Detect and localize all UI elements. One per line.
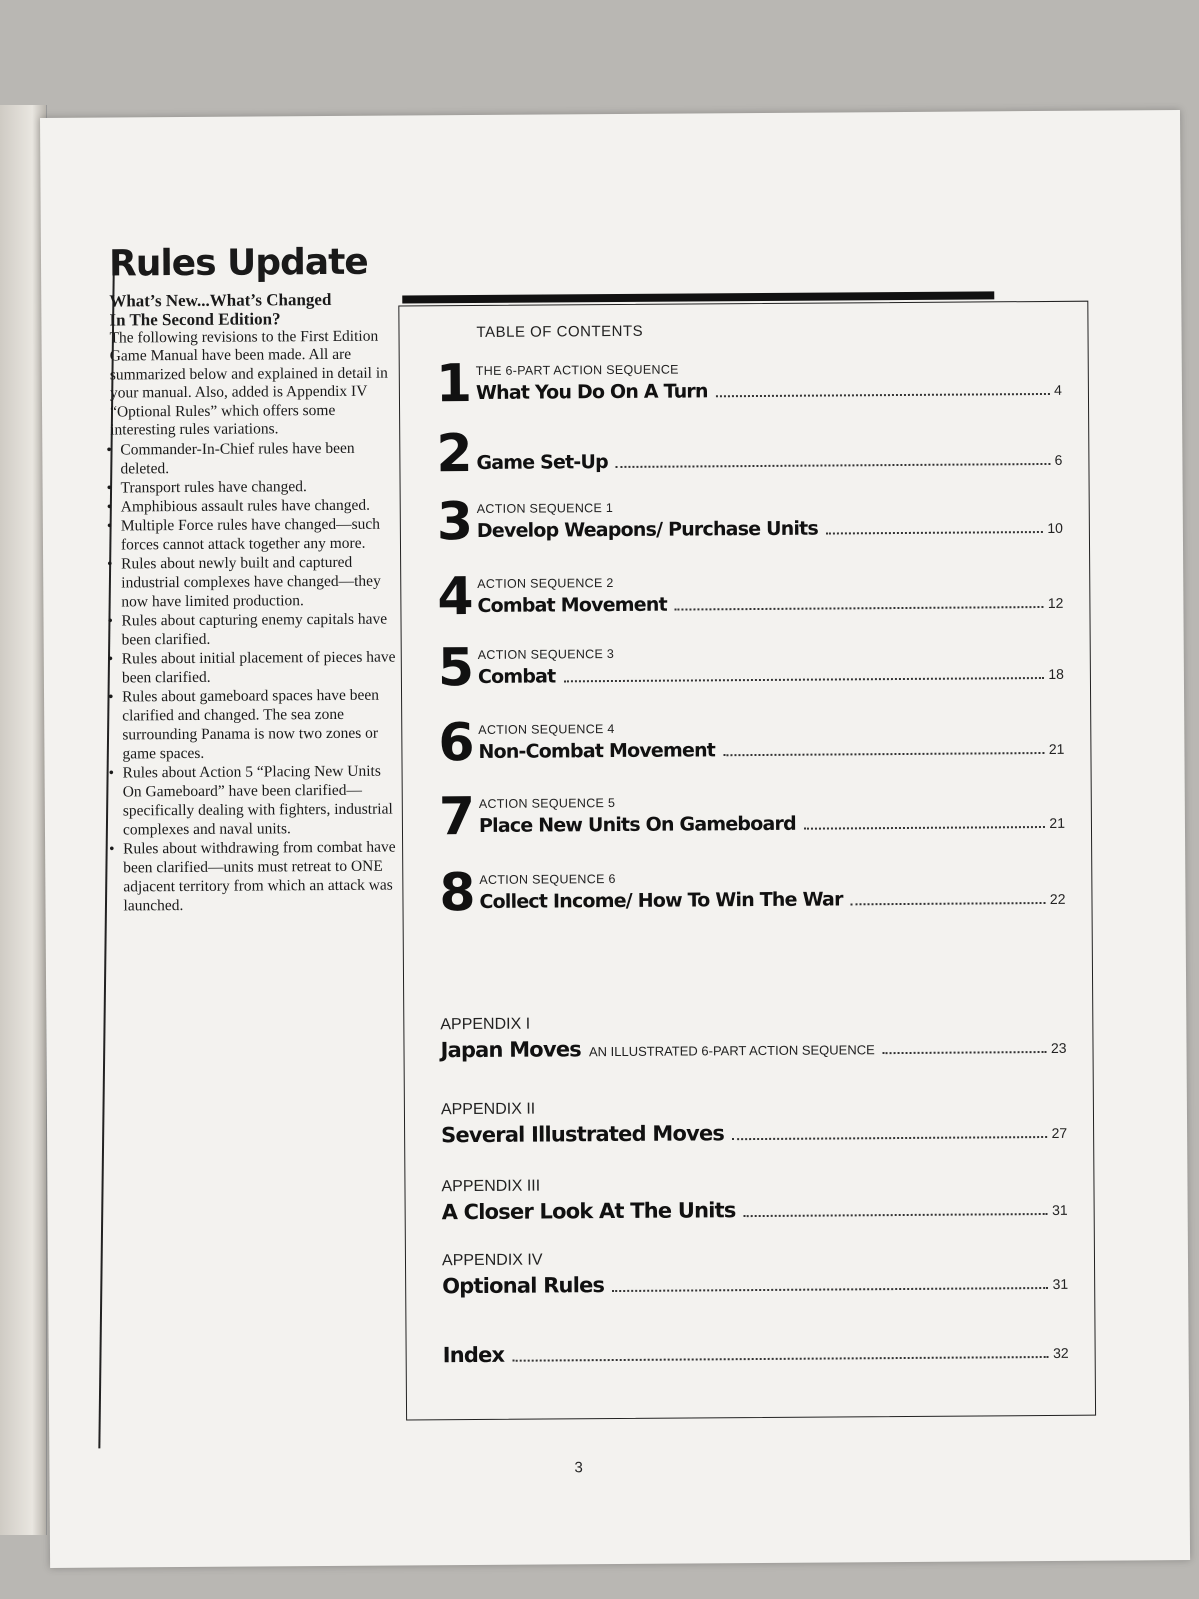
- change-item: [109, 837, 404, 915]
- toc-appendix-2[interactable]: [441, 1097, 1067, 1161]
- section-title: Game Set-Up: [476, 451, 608, 474]
- section-subtitle: ACTION SEQUENCE 6: [479, 871, 616, 887]
- leader-dots: [563, 677, 1044, 682]
- toc-section-7[interactable]: [439, 787, 1065, 853]
- section-row: [479, 887, 1065, 913]
- bullet-icon: •: [107, 688, 114, 706]
- leader-dots: [744, 1213, 1049, 1217]
- section-page: 21: [1049, 814, 1066, 831]
- change-text: Transport rules have changed.: [120, 477, 307, 497]
- rules-update-column: [106, 241, 404, 915]
- change-text: Amphibious assault rules have changed.: [120, 496, 371, 516]
- section-row: [477, 591, 1063, 617]
- bullet-icon: •: [107, 612, 114, 630]
- bullet-icon: •: [108, 764, 115, 782]
- section-title: Combat Movement: [477, 593, 667, 617]
- section-number: 6: [438, 712, 475, 774]
- toc-appendix-4[interactable]: [442, 1248, 1068, 1312]
- section-row: [478, 737, 1064, 763]
- section-row: [476, 378, 1062, 404]
- bullet-icon: •: [107, 650, 114, 668]
- appendix-label: APPENDIX I: [440, 1015, 531, 1034]
- appendix-row: [442, 1196, 1068, 1224]
- change-item: [106, 476, 401, 497]
- table-of-contents: [398, 301, 1096, 1421]
- section-number: 8: [439, 862, 476, 924]
- change-text: Rules about gameboard spaces have been clarified and changed. The sea zone surrounding Panama is now two zones or game spaces.: [121, 686, 380, 763]
- section-number: 3: [436, 491, 474, 553]
- changes-list: [106, 438, 403, 915]
- bullet-icon: •: [107, 555, 113, 573]
- appendix-label: APPENDIX III: [441, 1177, 541, 1196]
- section-number: 5: [437, 637, 475, 699]
- toc-section-5[interactable]: [438, 638, 1064, 704]
- change-text: Multiple Force rules have changed—such forces cannot attack together any more.: [120, 515, 381, 554]
- section-subtitle: ACTION SEQUENCE 5: [478, 796, 616, 811]
- section-title: Place New Units On Gameboard: [478, 812, 796, 837]
- section-page: 10: [1047, 519, 1063, 536]
- section-row: [476, 448, 1062, 474]
- change-text: Rules about Action 5 “Placing New Units On Gameboard” have been clarified—specifically dealing with fighters, industrial complexes and naval units.: [122, 762, 393, 839]
- appendix-row: [443, 1339, 1069, 1367]
- section-page: 21: [1048, 740, 1065, 757]
- section-row: [478, 662, 1064, 688]
- appendix-title: Several Illustrated Moves: [441, 1121, 725, 1148]
- appendix-page: 23: [1050, 1039, 1067, 1056]
- appendix-title: A Closer Look At The Units: [441, 1198, 736, 1225]
- toc-section-2[interactable]: [436, 424, 1062, 490]
- appendix-row: [441, 1119, 1067, 1147]
- appendix-row: [442, 1270, 1068, 1298]
- change-item: [107, 647, 402, 687]
- leader-dots: [804, 826, 1046, 830]
- leader-dots: [723, 752, 1045, 756]
- bullet-icon: •: [109, 840, 115, 858]
- leader-dots: [716, 393, 1050, 397]
- leader-dots: [826, 531, 1043, 535]
- leader-dots: [732, 1136, 1047, 1140]
- appendix-label: APPENDIX II: [440, 1100, 536, 1119]
- section-subtitle: ACTION SEQUENCE 3: [477, 647, 615, 662]
- appendix-label: APPENDIX IV: [441, 1251, 543, 1270]
- change-text: Commander-In-Chief rules have been deleted.: [120, 439, 355, 478]
- toc-title: TABLE OF CONTENTS: [476, 322, 644, 341]
- change-item: [107, 685, 403, 763]
- previous-page-edge: [0, 105, 47, 1535]
- section-title: Non-Combat Movement: [478, 739, 716, 763]
- toc-section-8[interactable]: [439, 863, 1065, 929]
- leader-dots: [612, 1287, 1048, 1292]
- change-text: Rules about capturing enemy capitals have been clarified.: [121, 610, 388, 649]
- appendix-title: Japan Moves: [440, 1037, 582, 1063]
- section-title: What You Do On A Turn: [475, 380, 708, 404]
- section-row: [479, 811, 1065, 837]
- bullet-icon: •: [106, 517, 113, 535]
- leader-dots: [616, 463, 1051, 468]
- section-number: 7: [438, 786, 476, 848]
- leader-dots: [851, 902, 1046, 905]
- appendix-note: AN ILLUSTRATED 6-PART ACTION SEQUENCE: [588, 1042, 875, 1060]
- change-item: [107, 552, 401, 611]
- bullet-icon: •: [106, 441, 112, 459]
- change-item: [108, 761, 404, 839]
- section-title: Collect Income/ How To Win The War: [479, 888, 843, 913]
- subtitle-line-1: What’s New...What’s Changed: [109, 289, 332, 311]
- rules-update-title: Rules Update: [108, 241, 368, 285]
- section-number: 2: [436, 423, 473, 485]
- leader-dots: [883, 1051, 1047, 1054]
- appendix-page: 32: [1053, 1344, 1069, 1361]
- change-item: [106, 495, 401, 516]
- section-page: 6: [1054, 451, 1063, 468]
- subtitle-line-2: In The Second Edition?: [109, 309, 281, 330]
- appendix-row: [440, 1034, 1066, 1062]
- change-text: Rules about initial placement of pieces have been clarified.: [121, 648, 396, 687]
- section-subtitle: ACTION SEQUENCE 2: [477, 576, 614, 591]
- manual-page: [40, 110, 1190, 1568]
- section-title: Develop Weapons/ Purchase Units: [476, 517, 819, 542]
- toc-appendix-5[interactable]: [442, 1317, 1068, 1381]
- leader-dots: [675, 606, 1044, 611]
- change-item: [106, 438, 400, 478]
- section-row: [477, 516, 1063, 542]
- leader-dots: [512, 1356, 1049, 1362]
- toc-appendix-3[interactable]: [441, 1174, 1067, 1238]
- section-page: 22: [1049, 890, 1066, 907]
- appendix-page: 27: [1051, 1124, 1068, 1141]
- section-number: 4: [437, 566, 474, 628]
- section-subtitle: ACTION SEQUENCE 1: [476, 501, 614, 516]
- toc-section-3[interactable]: [437, 492, 1063, 558]
- section-page: 18: [1048, 665, 1064, 682]
- toc-appendix-1[interactable]: [440, 1012, 1066, 1076]
- toc-section-1[interactable]: [436, 354, 1062, 420]
- bullet-icon: •: [106, 479, 113, 497]
- appendix-page: 31: [1052, 1201, 1068, 1218]
- section-page: 4: [1054, 381, 1062, 398]
- section-page: 12: [1047, 594, 1064, 611]
- rules-update-intro: The following revisions to the First Edition Game Manual have been made. All are summarized below and explained in detail in your manual. Also, added is Appendix IV “Optional Rules” which offers some interesting rules variations.: [109, 327, 388, 439]
- rules-update-subtitle: [109, 289, 399, 329]
- appendix-title: Optional Rules: [442, 1273, 605, 1299]
- section-subtitle: THE 6-PART ACTION SEQUENCE: [475, 362, 679, 378]
- change-item: [106, 514, 401, 554]
- appendix-title: Index: [442, 1342, 505, 1368]
- section-title: Combat: [477, 665, 556, 688]
- toc-section-6[interactable]: [438, 713, 1064, 779]
- section-number: 1: [435, 353, 473, 415]
- change-text: Rules about withdrawing from combat have been clarified—units must retreat to ONE adjacent territory from which an attack was launched.: [123, 838, 396, 915]
- change-text: Rules about newly built and captured industrial complexes have changed—they now have limited production.: [121, 553, 381, 611]
- change-item: [107, 609, 401, 649]
- section-subtitle: ACTION SEQUENCE 4: [478, 722, 615, 737]
- toc-section-4[interactable]: [437, 567, 1063, 633]
- appendix-page: 31: [1052, 1275, 1069, 1292]
- bullet-icon: •: [106, 498, 113, 516]
- page-number: 3: [574, 1459, 583, 1477]
